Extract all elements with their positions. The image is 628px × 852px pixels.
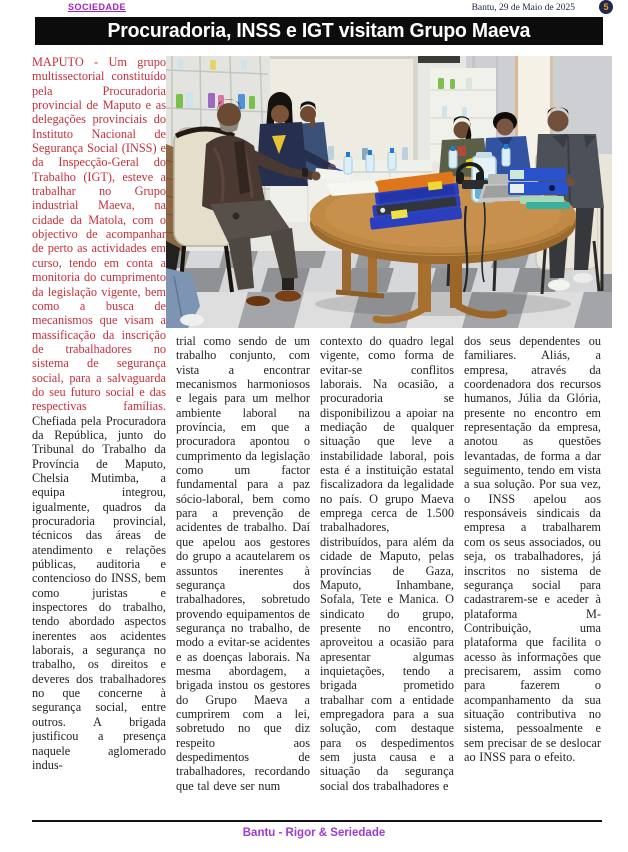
article-column-1-text: Chefiada pela Procuradora da República, junto do Tribunal do Trabalho da Província de Maputo, Chelsia Mutimba, a equipa integrou, igualmente, quadros da procuradoria provincial, técnicos das áreas de atendimento e relações públicas, auditoria e contencioso do INSS, bem como juristas e inspectores do trabalho, tendo abordado aspectos inerentes aos acidentes laborais, a segurança no trabalho, os direitos e deveres dos trabalhadores no que concerne à segurança social, entre outros. A brigada justificou a presença naquele aglomerado indus-	[32, 413, 166, 772]
meeting-photo	[166, 56, 612, 328]
article-column-4: dos seus dependentes ou familiares. Aliás, a empresa, através da coordenadora dos recursos humanos, Júlia da Glória, presente no encontro em representação da empresa, anotou as questões levantadas, de forma a dar seguimento, tendo em vista a sua solução. Por sua vez, o INSS apelou aos responsáveis sindicais da empresa a trabalharem com os seus associados, ou seja, os trabalhadores, já inscritos no sistema de segurança social para cadastrarem-se e aceder à plataforma M-Contribuição, uma plataforma que facilita o acesso às informações que precisarem, assim como para fazerem o acompanhamento da sua situação contributiva no sistema, pessoalmente e sem precisar de se deslocar ao INSS para o efeito.	[464, 334, 601, 764]
page-number-badge: 5	[599, 0, 613, 14]
section-label[interactable]: SOCIEDADE	[68, 2, 127, 12]
edition-date: Bantu, 29 de Maio de 2025	[471, 3, 575, 13]
headline-banner	[35, 17, 603, 45]
article-column-1	[32, 55, 166, 821]
headline-text: Procuradoria, INSS e IGT visitam Grupo Maeva	[107, 19, 531, 42]
article-lead-red: MAPUTO - Um grupo multissectorial constituído pela Procuradoria provincial de Maputo e as delegações provinciais do Instituto Nacional de Segurança Social (INSS) e da Inspecção-Geral do Trabalho (IGT), esteve a trabalhar no Grupo industrial Maeva, na cidade da Matola, com o objectivo de acompanhar de perto as actividades em curso, tendo em conta a monitoria do cumprimento da legislação vigente, bem como a busca de mecanismos que visam a massificação da inscrição de trabalhadores no sistema de segurança social, para a salvaguarda do seu futuro social e das respectivas famílias.	[32, 55, 166, 414]
article-column-2: trial como sendo de um trabalho conjunto, com vista a encontrar mecanismos harmoniosos e legais para um melhor ambiente laboral na província, em que a procuradora apontou o cumprimento da legislação como um factor fundamental para a paz sócio-laboral, bem como para a prevenção de acidentes de trabalho. Daí que apelou aos gestores do grupo a acautelarem os assuntos inerentes à segurança dos trabalhadores, sobretudo provendo equipamentos de segurança no trabalho, de modo a evitar-se acidentes e as doenças laborais. Na mesma abordagem, a brigada instou os gestores do Grupo Maeva a cumprirem com a lei, sobretudo no que diz respeito aos despedimentos de trabalhadores, recordando que tal deve ser num	[176, 334, 310, 793]
bottom-rule	[32, 820, 602, 822]
footer-slogan: Bantu - Rigor & Seriedade	[242, 827, 386, 839]
article-column-3: contexto do quadro legal vigente, como forma de evitar-se conflitos laborais. Na ocasião, a procuradoria se disponibilizou a apoiar na mediação de qualquer situação que leve a instabilidade laboral, pois esta é a instituição estatal fiscalizadora da legalidade no país. O grupo Maeva emprega cerca de 1.500 trabalhadores, distribuídos, para além da cidade de Maputo, pelas províncias de Gaza, Maputo, Inhambane, Sofala, Tete e Manica. O sindicato do grupo, presente no encontro, aproveitou a ocasião para apresentar algumas inquietações, tendo a brigada prometido trabalhar com a entidade empregadora para a sua solução, com destaque para os despedimentos sem justa causa e a situação da segurança social dos trabalhadores e	[320, 334, 454, 793]
